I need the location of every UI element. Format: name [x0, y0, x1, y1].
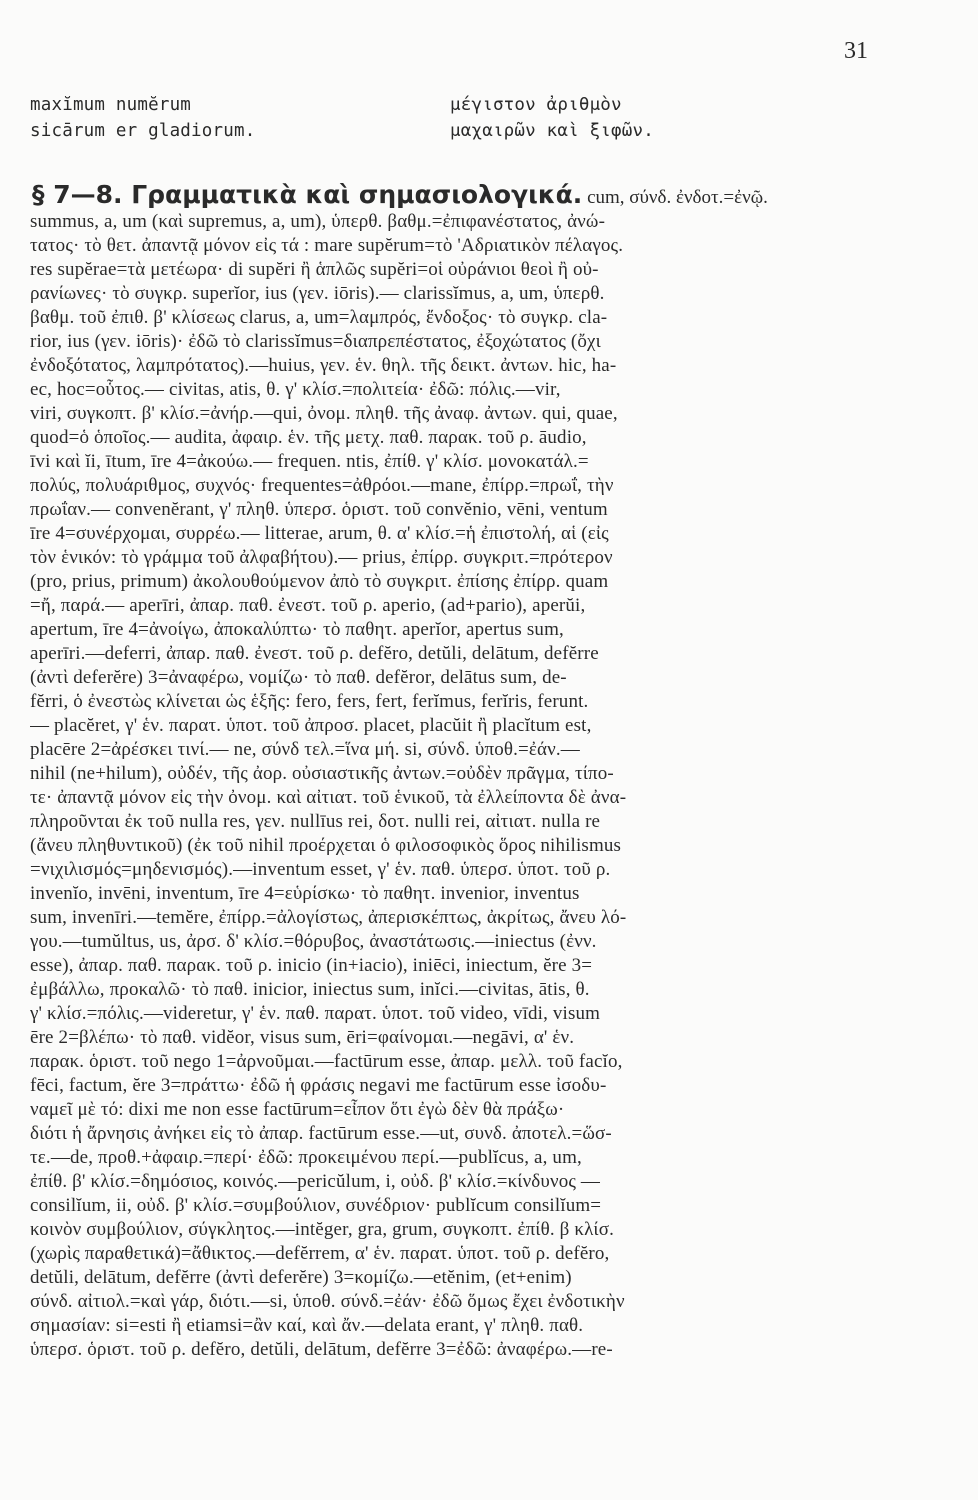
latin-phrase-line-1: maxĭmum numĕrum	[30, 95, 192, 115]
latin-phrase-line-2: sicārum er gladiorum.	[30, 121, 256, 141]
section-heading	[32, 180, 912, 209]
page-number: 31	[844, 38, 868, 64]
text-line: τατος· τὸ θετ. ἀπαντᾷ μόνον εἰς τά : mare supĕrum=τὸ 'Αδριατικὸν πέλαγος.	[30, 235, 624, 256]
text-line: πρωΐαν.— convenĕrant, γ' πληθ. ὑπερσ. ὁριστ. τοῦ convĕnio, vēni, ventum	[30, 499, 608, 520]
commentary-body	[30, 210, 910, 1362]
text-line: τὸν ἑνικόν: τὸ γράμμα τοῦ ἀλφαβήτου).— prius, ἐπίρρ. συγκριτ.=πρότερον	[30, 547, 613, 568]
text-line: τε.—de, προθ.+ἀφαιρ.=περί· ἐδῶ: προκειμένου περί.—publĭcus, a, um,	[30, 1147, 582, 1168]
text-line: fĕrri, ὁ ἐνεστὼς κλίνεται ὡς ἑξῆς: fero, fers, fert, ferĭmus, ferĭris, ferunt.	[30, 691, 589, 712]
text-line: — placĕret, γ' ἑν. παρατ. ὑποτ. τοῦ ἀπροσ. placet, placŭit ἢ placĭtum est,	[30, 715, 592, 736]
text-line: (ἀντὶ deferĕre) 3=ἀναφέρω, νομίζω· τὸ παθ. defĕror, delātus sum, de-	[30, 667, 567, 688]
text-line: ἐνδοξότατος, λαμπρότατος).—huius, γεν. ἑν. θηλ. τῆς δεικτ. ἀντων. hic, ha-	[30, 355, 617, 376]
greek-phrase-line-2: μαχαιρῶν καὶ ξιφῶν.	[450, 121, 654, 141]
text-line: ρανίωνες· τὸ συγκρ. superĭor, ius (γεν. iōris).— clarissĭmus, a, um, ὑπερθ.	[30, 283, 605, 304]
text-line: ἐπίθ. β' κλίσ.=δημόσιος, κοινός.—pericŭlum, i, οὐδ. β' κλίσ.=κίνδυνος —	[30, 1171, 601, 1192]
text-line: πληροῦνται ἐκ τοῦ nulla res, γεν. nullīus rei, δοτ. nulli rei, αἰτιατ. nulla re	[30, 811, 601, 832]
text-line: quod=ὁ ὁποῖος.— audita, ἀφαιρ. ἑν. τῆς μετχ. παθ. παρακ. τοῦ ρ. āudio,	[30, 427, 587, 448]
text-line: viri, συγκοπτ. β' κλίσ.=ἀνήρ.—qui, ὀνομ. πληθ. τῆς ἀναφ. ἀντων. qui, quae,	[30, 403, 618, 424]
text-line: (pro, prius, primum) ἀκολουθούμενον ἀπὸ τὸ συγκριτ. ἐπίσης ἐπίρρ. quam	[30, 571, 609, 592]
text-line: esse), ἀπαρ. παθ. παρακ. τοῦ ρ. inicio (in+iacio), iniēci, iniectum, ĕre 3=	[30, 955, 593, 976]
text-line: ναμεῖ μὲ τό: dixi me non esse factūrum=εἶπον ὅτι ἐγὼ δὲν θὰ πράξω·	[30, 1099, 565, 1120]
text-line: īre 4=συνέρχομαι, συρρέω.— litterae, arum, θ. α' κλίσ.=ἡ ἐπιστολή, αἱ (εἰς	[30, 523, 609, 544]
text-line: nihil (ne+hilum), οὐδέν, τῆς ἀορ. οὐσιαστικῆς ἀντων.=οὐδὲν πρᾶγμα, τίπο-	[30, 763, 614, 784]
text-line: ἐμβάλλω, προκαλῶ· τὸ παθ. inicior, iniectus sum, inĭci.—civitas, ātis, θ.	[30, 979, 590, 1000]
greek-phrase-line-1: μέγιστον ἀριθμὸν	[450, 95, 622, 115]
text-line: τε· ἀπαντᾷ μόνον εἰς τὴν ὀνομ. καὶ αἰτιατ. τοῦ ἑνικοῦ, τὰ ἐλλείποντα δὲ ἀνα-	[30, 787, 627, 808]
text-line: πολύς, πολυάριθμος, συχνός· frequentes=ἀθρόοι.—mane, ἐπίρρ.=πρωΐ, τὴν	[30, 475, 614, 496]
text-line: ὑπερσ. ὁριστ. τοῦ ρ. defĕro, detŭli, delātum, defĕrre 3=ἐδῶ: ἀναφέρω.—re-	[30, 1339, 613, 1360]
text-line: sum, invenīri.—temĕre, ἐπίρρ.=ἀλογίστως, ἀπερισκέπτως, ἀκρίτως, ἄνευ λό-	[30, 907, 627, 928]
text-line: =ἤ, παρά.— aperīri, ἀπαρ. παθ. ἐνεστ. τοῦ ρ. aperio, (ad+pario), aperŭi,	[30, 595, 586, 616]
text-line: invenĭo, invēni, inventum, īre 4=εὑρίσκω· τὸ παθητ. invenior, inventus	[30, 883, 580, 904]
text-line: (ἄνευ πληθυντικοῦ) (ἐκ τοῦ nihil προέρχεται ὁ φιλοσοφικὸς ὅρος nihilismus	[30, 835, 622, 856]
text-line: apertum, īre 4=ἀνοίγω, ἀποκαλύπτω· τὸ παθητ. aperĭor, apertus sum,	[30, 619, 564, 640]
text-line: κοινὸν συμβούλιον, σύγκλητος.—intĕger, gra, grum, συγκοπτ. ἐπίθ. β κλίσ.	[30, 1219, 614, 1240]
text-line: detŭli, delātum, defĕrre (ἀντὶ deferĕre) 3=κομίζω.—etĕnim, (et+enim)	[30, 1267, 572, 1288]
top-phrase-pair	[30, 92, 900, 144]
text-line: placēre 2=ἀρέσκει τινί.— ne, σύνδ τελ.=ἵνα μή. si, σύνδ. ὑποθ.=ἐάν.—	[30, 739, 580, 760]
text-line: (χωρὶς παραθετικά)=ἄθικτος.—defĕrrem, α' ἑν. παρατ. ὑποτ. τοῦ ρ. defĕro,	[30, 1243, 610, 1264]
text-line: rior, ius (γεν. iōris)· ἐδῶ τὸ clarissĭmus=διαπρεπέστατος, ἐξοχώτατος (ὄχι	[30, 331, 601, 352]
text-line: ēre 2=βλέπω· τὸ παθ. vidĕor, visus sum, ēri=φαίνομαι.—negāvi, α' ἑν.	[30, 1027, 575, 1048]
text-line: aperīri.—deferri, ἀπαρ. παθ. ἐνεστ. τοῦ ρ. defĕro, detŭli, delātum, defĕrre	[30, 643, 599, 664]
text-line: res supĕrae=τὰ μετέωρα· di supĕri ἢ ἁπλῶς supĕri=οἱ οὐράνιοι θεοὶ ἢ οὐ-	[30, 259, 599, 280]
text-line: fēci, factum, ĕre 3=πράττω· ἐδῶ ἡ φράσις negavi me factūrum esse ἰσοδυ-	[30, 1075, 607, 1096]
text-line: =νιχιλισμός=μηδενισμός).—inventum esset, γ' ἑν. παθ. ὑπερσ. ὑποτ. τοῦ ρ.	[30, 859, 611, 880]
section-heading-continuation: cum, σύνδ. ἐνδοτ.=ἐνῷ.	[582, 187, 768, 208]
text-line: παρακ. ὁριστ. τοῦ nego 1=ἀρνοῦμαι.—factūrum esse, ἀπαρ. μελλ. τοῦ facĭo,	[30, 1051, 623, 1072]
text-line: summus, a, um (καὶ supremus, a, um), ὑπερθ. βαθμ.=ἐπιφανέστατος, ἀνώ-	[30, 211, 606, 232]
text-line: σημασίαν: si=esti ἢ etiamsi=ἂν καί, καὶ ἄν.—delata erant, γ' πληθ. παθ.	[30, 1315, 584, 1336]
text-line: γ' κλίσ.=πόλις.—videretur, γ' ἑν. παθ. παρατ. ὑποτ. τοῦ video, vīdi, visum	[30, 1003, 601, 1024]
section-heading-title: § 7—8. Γραμματικὰ καὶ σημασιολογικά.	[32, 180, 583, 209]
text-line: ec, hoc=οὗτος.— civitas, atis, θ. γ' κλίσ.=πολιτεία· ἐδῶ: πόλις.—vir,	[30, 379, 561, 400]
text-line: σύνδ. αἰτιολ.=καὶ γάρ, διότι.—si, ὑποθ. σύνδ.=ἐάν· ἐδῶ ὅμως ἔχει ἐνδοτικὴν	[30, 1291, 625, 1312]
text-line: īvi καὶ ĭi, ītum, īre 4=ἀκούω.— frequen. ntis, ἐπίθ. γ' κλίσ. μονοκατάλ.=	[30, 451, 589, 472]
text-line: διότι ἡ ἄρνησις ἀνήκει εἰς τὸ ἀπαρ. factūrum esse.—ut, συνδ. ἀποτελ.=ὥσ-	[30, 1123, 612, 1144]
text-line: βαθμ. τοῦ ἐπιθ. β' κλίσεως clarus, a, um=λαμπρός, ἔνδοξος· τὸ συγκρ. cla-	[30, 307, 608, 328]
text-line: γου.—tumŭltus, us, ἀρσ. δ' κλίσ.=θόρυβος, ἀναστάτωσις.—iniectus (ἐνν.	[30, 931, 597, 952]
text-line: consilĭum, ii, οὐδ. β' κλίσ.=συμβούλιον, συνέδριον· publĭcum consilĭum=	[30, 1195, 602, 1216]
